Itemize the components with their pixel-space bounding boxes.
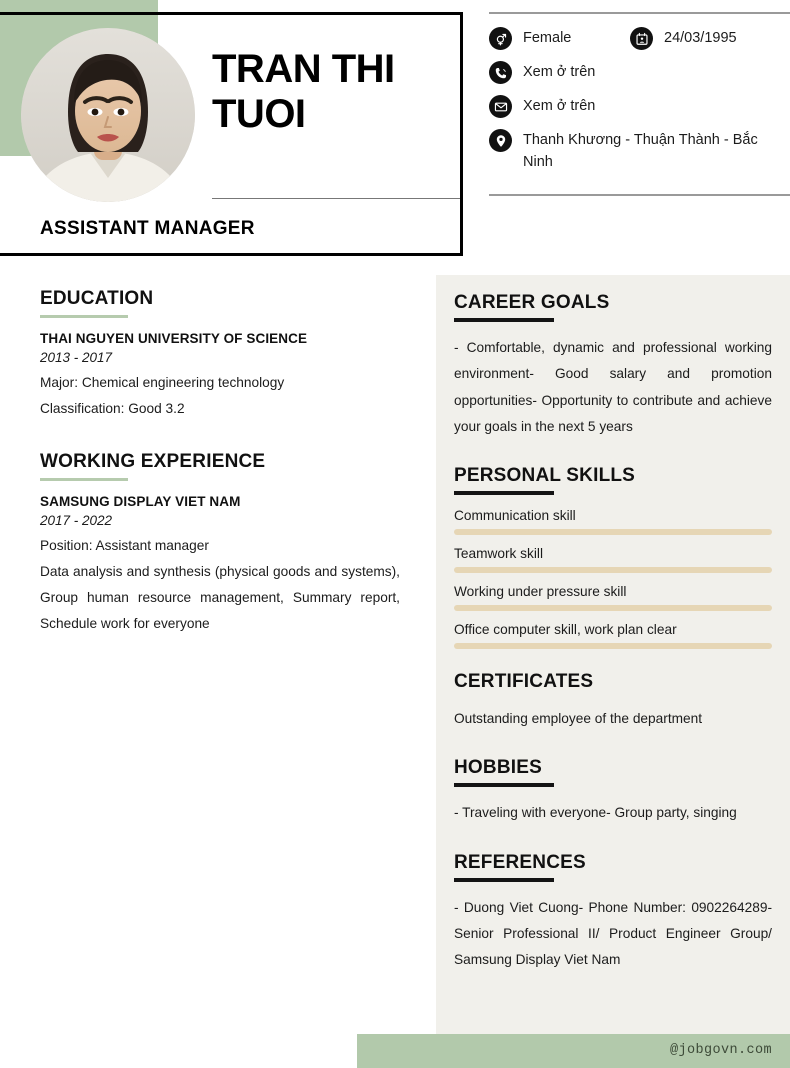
education-section bbox=[40, 288, 400, 423]
skill-item bbox=[454, 546, 772, 573]
email-icon bbox=[489, 95, 512, 118]
skill-label: Teamwork skill bbox=[454, 546, 543, 562]
hobbies-heading-underline bbox=[454, 783, 554, 787]
skill-item bbox=[454, 508, 772, 535]
contact-row-address bbox=[489, 129, 790, 174]
birthday-calendar-icon bbox=[630, 27, 653, 50]
education-major: Major: Chemical engineering technology bbox=[40, 375, 285, 390]
education-classification: Classification: Good 3.2 bbox=[40, 401, 185, 417]
contact-row-email bbox=[489, 95, 790, 118]
address-value: Thanh Khương - Thuận Thành - Bắc Ninh bbox=[523, 132, 758, 170]
watermark: @jobgovn.com bbox=[669, 1043, 772, 1058]
left-column bbox=[40, 288, 400, 638]
contact-bottom-divider bbox=[489, 194, 790, 196]
email-value: Xem ở trên bbox=[523, 98, 596, 114]
skill-label: Office computer skill, work plan clear bbox=[454, 622, 677, 638]
contact-birthday bbox=[630, 27, 737, 50]
education-years: 2013 - 2017 bbox=[40, 350, 113, 365]
personal-skills-heading-underline bbox=[454, 491, 554, 495]
personal-skills-section bbox=[454, 465, 772, 649]
references-section bbox=[454, 852, 772, 974]
skill-bar bbox=[454, 529, 772, 535]
skill-item bbox=[454, 584, 772, 611]
gender-value: Female bbox=[523, 30, 572, 46]
birthday-value: 24/03/1995 bbox=[664, 30, 737, 46]
skill-bar bbox=[454, 567, 772, 573]
education-heading-underline bbox=[40, 315, 128, 318]
job-title: ASSISTANT MANAGER bbox=[40, 218, 255, 239]
experience-description: Data analysis and synthesis (physical goods and systems), Group human resource management, Summary report, Schedule work for everyone bbox=[40, 563, 400, 632]
right-column bbox=[436, 275, 790, 1035]
experience-position: Position: Assistant manager bbox=[40, 537, 209, 553]
skill-label: Working under pressure skill bbox=[454, 584, 627, 600]
avatar bbox=[21, 28, 195, 202]
skill-item bbox=[454, 622, 772, 649]
name-divider bbox=[212, 198, 460, 199]
experience-heading: WORKING EXPERIENCE bbox=[40, 450, 266, 472]
skill-bar bbox=[454, 643, 772, 649]
hobbies-body: - Traveling with everyone- Group party, singing bbox=[454, 805, 737, 821]
footer-bar bbox=[357, 1034, 790, 1068]
contact-row-gender-birthday bbox=[489, 27, 790, 50]
education-heading: EDUCATION bbox=[40, 288, 154, 309]
contact-row-phone bbox=[489, 61, 790, 84]
candidate-name: TRAN THI TUOI bbox=[212, 47, 395, 136]
phone-value: Xem ở trên bbox=[523, 64, 596, 80]
contact-panel bbox=[489, 12, 790, 196]
certificates-body: Outstanding employee of the department bbox=[454, 711, 703, 727]
education-school: THAI NGUYEN UNIVERSITY OF SCIENCE bbox=[40, 331, 308, 346]
skill-bar bbox=[454, 605, 772, 611]
career-goals-section bbox=[454, 292, 772, 440]
career-goals-body: - Comfortable, dynamic and professional working environment- Good salary and promotion opportunities- Opportunity to contribute and achieve your goals in the next 5 years bbox=[454, 340, 772, 434]
experience-heading-underline bbox=[40, 478, 128, 481]
gender-icon bbox=[489, 27, 512, 50]
personal-skills-heading: PERSONAL SKILLS bbox=[454, 465, 636, 487]
phone-icon bbox=[489, 61, 512, 84]
career-goals-heading-underline bbox=[454, 318, 554, 322]
candidate-name-wrap bbox=[212, 47, 448, 137]
contact-rows bbox=[489, 14, 790, 188]
certificates-heading: CERTIFICATES bbox=[454, 671, 594, 693]
references-body: - Duong Viet Cuong- Phone Number: 0902264289- Senior Professional II/ Product Engineer Group/ Samsung Display Viet Nam bbox=[454, 899, 772, 968]
certificates-section bbox=[454, 671, 772, 732]
skill-label: Communication skill bbox=[454, 508, 576, 524]
hobbies-section bbox=[454, 757, 772, 826]
contact-gender bbox=[489, 27, 630, 50]
experience-company: SAMSUNG DISPLAY VIET NAM bbox=[40, 493, 241, 509]
experience-years: 2017 - 2022 bbox=[40, 512, 113, 528]
career-goals-heading: CAREER GOALS bbox=[454, 292, 610, 313]
location-pin-icon bbox=[489, 129, 512, 152]
references-heading: REFERENCES bbox=[454, 851, 586, 873]
hobbies-heading: HOBBIES bbox=[454, 757, 542, 779]
references-heading-underline bbox=[454, 878, 554, 882]
experience-section bbox=[40, 451, 400, 638]
section-gap bbox=[40, 423, 400, 451]
